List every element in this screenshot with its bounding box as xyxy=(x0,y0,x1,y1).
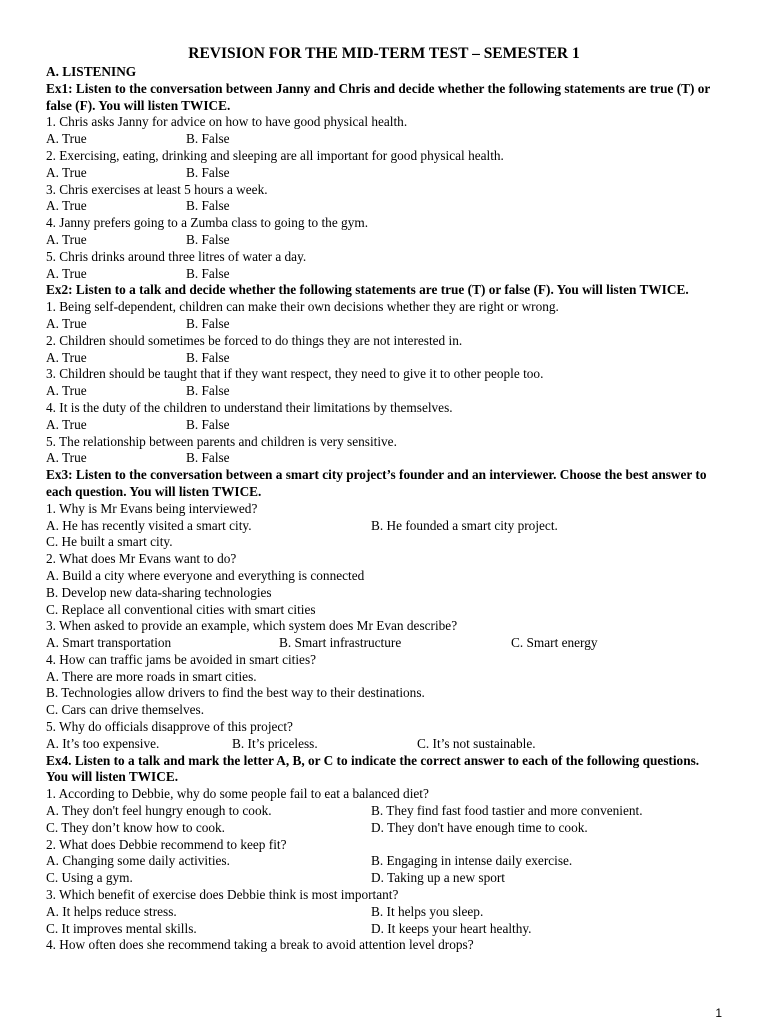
ex2-question: 4. It is the duty of the children to understand their limitations by themselves. xyxy=(46,399,453,415)
option-c: C. Cars can drive themselves. xyxy=(46,702,205,718)
option-b: B. False xyxy=(186,198,230,214)
option-a: A. True xyxy=(46,416,87,432)
ex4-question: 1. According to Debbie, why do some people fail to eat a balanced diet? xyxy=(46,786,429,802)
option-b: B. Smart infrastructure xyxy=(279,635,402,651)
option-a: A. True xyxy=(46,315,87,331)
ex1-question: 2. Exercising, eating, drinking and sleeping are all important for good physical health. xyxy=(46,147,504,163)
ex1-question: 4. Janny prefers going to a Zumba class to going to the gym. xyxy=(46,215,369,231)
option-b: B. False xyxy=(186,231,230,247)
option-a: A. True xyxy=(46,383,87,399)
option-b: B. It’s priceless. xyxy=(232,735,318,751)
ex4-question: 2. What does Debbie recommend to keep fit? xyxy=(46,836,287,852)
option-c: C. They don’t know how to cook. xyxy=(46,819,226,835)
option-b: B. False xyxy=(186,349,230,365)
page-number: 1 xyxy=(715,1006,722,1020)
ex3-question: 1. Why is Mr Evans being interviewed? xyxy=(46,500,258,516)
option-b: B. False xyxy=(186,164,230,180)
option-a: A. Changing some daily activities. xyxy=(46,853,230,869)
option-c: C. He built a smart city. xyxy=(46,534,173,550)
option-a: A. True xyxy=(46,450,87,466)
option-a: A. It’s too expensive. xyxy=(46,735,160,751)
option-d: D. Taking up a new sport xyxy=(371,870,505,886)
ex4-instruction: Ex4. Listen to a talk and mark the letter A, B, or C to indicate the correct answer to each of the following questions. You will listen TWICE. xyxy=(46,752,700,785)
ex1-question: 1. Chris asks Janny for advice on how to have good physical health. xyxy=(46,114,408,130)
ex4-options xyxy=(46,904,722,921)
ex4-question: 3. Which benefit of exercise does Debbie think is most important? xyxy=(46,887,399,903)
option-b: B. Develop new data-sharing technologies xyxy=(46,584,272,600)
option-b: B. False xyxy=(186,450,230,466)
option-b: B. They find fast food tastier and more convenient. xyxy=(371,803,643,819)
ex3-question: 4. How can traffic jams be avoided in smart cities? xyxy=(46,651,317,667)
option-a: A. It helps reduce stress. xyxy=(46,903,177,919)
ex1-instruction: Ex1: Listen to the conversation between Janny and Chris and decide whether the following statements are true (T) or false (F). You will listen TWICE. xyxy=(46,80,711,113)
ex1-question: 3. Chris exercises at least 5 hours a week. xyxy=(46,181,268,197)
option-b: B. False xyxy=(186,265,230,281)
option-d: D. It keeps your heart healthy. xyxy=(371,920,532,936)
ex2-options xyxy=(46,417,722,434)
option-a: A. Build a city where everyone and everything is connected xyxy=(46,567,365,583)
ex2-question: 2. Children should sometimes be forced to do things they are not interested in. xyxy=(46,332,463,348)
option-b: B. Technologies allow drivers to find the best way to their destinations. xyxy=(46,685,425,701)
ex2-options xyxy=(46,316,722,333)
ex2-question: 5. The relationship between parents and children is very sensitive. xyxy=(46,433,397,449)
option-d: D. They don't have enough time to cook. xyxy=(371,819,588,835)
ex3-options xyxy=(46,736,722,753)
option-a: A. He has recently visited a smart city. xyxy=(46,517,252,533)
section-heading: A. LISTENING xyxy=(46,64,137,79)
option-b: B. False xyxy=(186,315,230,331)
page-title: REVISION FOR THE MID-TERM TEST – SEMESTER 1 xyxy=(188,45,580,62)
option-c: C. It’s not sustainable. xyxy=(417,735,536,751)
ex3-question: 5. Why do officials disapprove of this project? xyxy=(46,719,293,735)
option-a: A. True xyxy=(46,349,87,365)
ex4-question: 4. How often does she recommend taking a break to avoid attention level drops? xyxy=(46,937,474,953)
option-c: C. It improves mental skills. xyxy=(46,920,197,936)
ex2-options xyxy=(46,383,722,400)
option-b: B. False xyxy=(186,383,230,399)
ex4-options xyxy=(46,803,722,820)
ex4-options xyxy=(46,921,722,938)
ex3-instruction: Ex3: Listen to the conversation between a smart city project’s founder and an interviewer. Choose the best answer to each question. You will listen TWICE. xyxy=(46,467,707,499)
ex2-question: 3. Children should be taught that if they want respect, they need to give it to other people too. xyxy=(46,366,544,382)
ex1-options xyxy=(46,198,722,215)
ex1-options xyxy=(46,131,722,148)
ex4-options xyxy=(46,820,722,837)
ex1-options xyxy=(46,232,722,249)
option-b: B. Engaging in intense daily exercise. xyxy=(371,853,573,869)
option-c: C. Smart energy xyxy=(511,635,598,651)
ex1-question: 5. Chris drinks around three litres of water a day. xyxy=(46,248,307,264)
option-a: A. There are more roads in smart cities. xyxy=(46,668,257,684)
ex3-options xyxy=(46,635,722,652)
option-b: B. False xyxy=(186,131,230,147)
option-b: B. He founded a smart city project. xyxy=(371,517,558,533)
ex2-instruction: Ex2: Listen to a talk and decide whether the following statements are true (T) or false (F). You will listen TWICE. xyxy=(46,282,689,298)
option-a: A. True xyxy=(46,198,87,214)
ex2-question: 1. Being self-dependent, children can make their own decisions whether they are right or wrong. xyxy=(46,299,559,315)
ex2-options xyxy=(46,450,722,467)
option-b: B. False xyxy=(186,416,230,432)
option-a: A. True xyxy=(46,231,87,247)
ex1-options xyxy=(46,266,722,283)
option-a: A. True xyxy=(46,131,87,147)
option-a: A. Smart transportation xyxy=(46,635,172,651)
option-c: C. Using a gym. xyxy=(46,870,133,886)
option-c: C. Replace all conventional cities with smart cities xyxy=(46,601,316,617)
ex1-options xyxy=(46,165,722,182)
document-page xyxy=(46,44,722,954)
ex3-options xyxy=(46,518,722,535)
option-a: A. They don't feel hungry enough to cook. xyxy=(46,803,272,819)
ex4-options xyxy=(46,853,722,870)
ex3-question: 3. When asked to provide an example, which system does Mr Evan describe? xyxy=(46,618,458,634)
ex2-options xyxy=(46,350,722,367)
option-a: A. True xyxy=(46,164,87,180)
ex4-options xyxy=(46,870,722,887)
option-b: B. It helps you sleep. xyxy=(371,903,484,919)
option-a: A. True xyxy=(46,265,87,281)
ex3-question: 2. What does Mr Evans want to do? xyxy=(46,551,237,567)
